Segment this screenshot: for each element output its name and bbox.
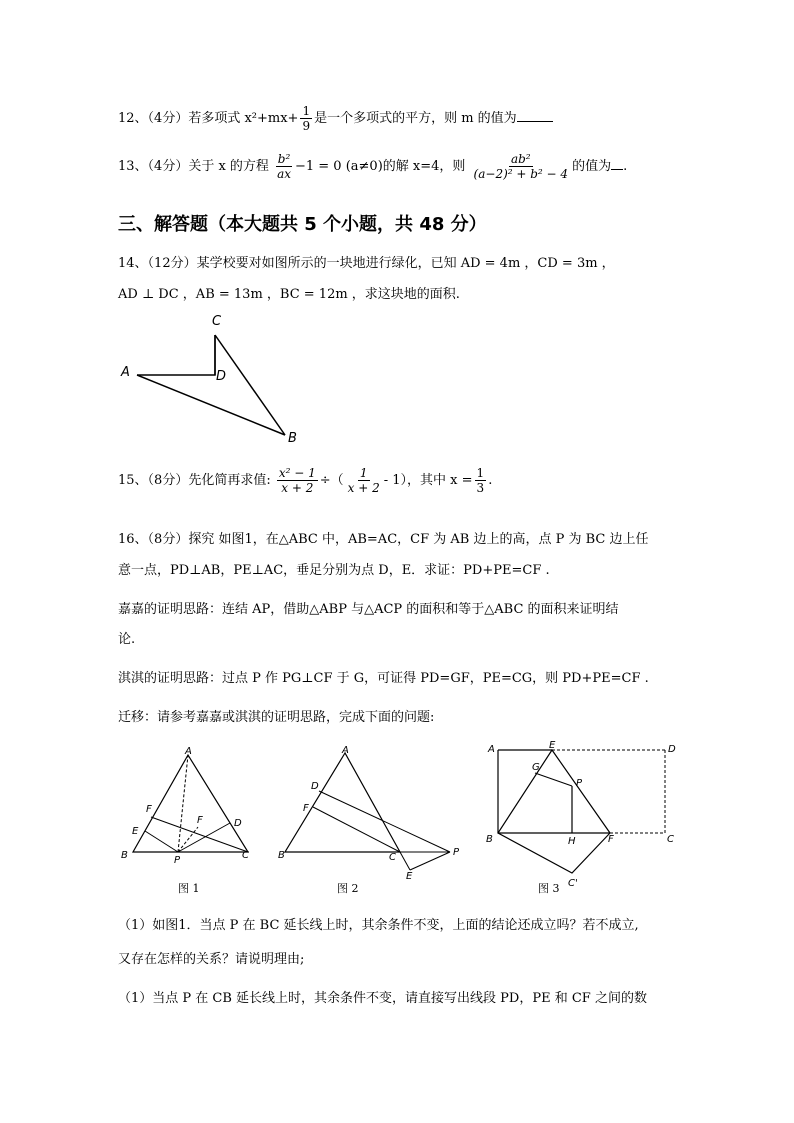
label-c: C [212, 314, 222, 329]
q16-line-3: 嘉嘉的证明思路：连结 AP，借助△ABP 与△ACP 的面积和等于△ABC 的面积来证明结 [118, 602, 619, 617]
answer-blank [517, 109, 553, 122]
svg-text:E: E [132, 826, 139, 837]
answer-blank [611, 157, 623, 170]
section-heading: 三、解答题（本大题共 5 个小题，共 48 分） [118, 214, 487, 235]
q15-fraction-2: $\frac{1}{x + 2}$ [347, 466, 380, 495]
q16-line-5: 淇淇的证明思路：过点 P 作 PG⊥CF 于 G，可证得 PD=GF，PE=CG，则 PD+PE=CF . [118, 671, 649, 686]
svg-text:G: G [532, 762, 540, 773]
svg-text:A: A [185, 746, 192, 757]
question-13: 13、（4分）关于 x 的方程 $\frac{\text{b²}}{ax}$ −1 = 0 (a≠0)的解 x=4，则 $\frac{\text{ab²}}{\text{(a−2)² + b² − 4}}$ 的值为 . [118, 152, 628, 181]
svg-text:C: C [242, 850, 249, 861]
q15-prefix: 15、（8分）先化简再求值: [118, 473, 271, 488]
svg-text:F: F [146, 804, 152, 815]
q16-sub1-line-1: （1）如图1．当点 P 在 BC 延长线上时，其余条件不变，上面的结论还成立吗？若不成立, [118, 918, 639, 933]
svg-text:B: B [121, 850, 128, 861]
figure-1-caption: 图 1 [178, 882, 200, 895]
q14-line-2: AD ⊥ DC ，AB = 13m ，BC = 12m ，求这块地的面积. [118, 287, 460, 302]
svg-text:B: B [278, 850, 285, 861]
q12-fraction: $\frac{1}{9}$ [302, 104, 311, 133]
svg-text:C: C [667, 834, 674, 845]
svg-text:A: A [488, 744, 495, 755]
svg-text:F: F [608, 834, 614, 845]
q16-sub2-line-1: （1）当点 P 在 CB 延长线上时，其余条件不变，请直接写出线段 PD，PE 和 CF 之间的数 [118, 991, 647, 1006]
svg-text:E: E [549, 740, 556, 751]
svg-text:B: B [486, 834, 493, 845]
q12-suffix: 是一个多项式的平方，则 m 的值为 [314, 111, 517, 126]
figure-3-caption: 图 3 [538, 882, 560, 895]
q16-sub1-line-2: 又存在怎样的关系？请说明理由; [118, 952, 305, 967]
q16-line-1: 16、（8分）探究 如图1，在△ABC 中，AB=AC，CF 为 AB 边上的高，点 P 为 BC 边上任 [118, 532, 649, 547]
svg-text:P: P [576, 778, 583, 789]
label-d: D [216, 369, 227, 384]
q14-figure [115, 305, 315, 450]
q13-equation-fraction: $\frac{\text{b²}}{ax}$ [277, 152, 291, 181]
svg-text:P: P [453, 847, 460, 858]
q13-expression-fraction: $\frac{\text{ab²}}{\text{(a−2)² + b² − 4}}$ [473, 152, 569, 181]
q15-fraction-3: $\frac{1}{3}$ [476, 466, 485, 495]
svg-text:C: C [389, 852, 396, 863]
svg-text:F: F [197, 815, 203, 826]
label-a: A [121, 365, 130, 380]
svg-text:C': C' [568, 878, 578, 889]
q15-mid: - 1），其中 x = [383, 473, 473, 488]
q16-line-6: 迁移：请参考嘉嘉或淇淇的证明思路，完成下面的问题: [118, 710, 435, 725]
figure-2-caption: 图 2 [337, 882, 359, 895]
q13-prefix: 13、（4分）关于 x 的方程 [118, 159, 269, 174]
q13-suffix: 的值为 [572, 159, 612, 174]
q14-line-1: 14、（12分）某学校要对如图所示的一块地进行绿化，已知 AD = 4m ，CD = 3m ， [118, 256, 615, 271]
q15-fraction-1: $\frac{\text{x² − 1}}{x + 2}$ [278, 466, 316, 495]
q16-line-4: 论. [118, 632, 136, 647]
svg-text:P: P [174, 855, 181, 866]
question-12 [118, 104, 553, 133]
figure-2 [275, 745, 475, 880]
q15-divide: ÷（ [319, 473, 344, 488]
svg-text:F: F [303, 803, 309, 814]
q13-eq-rest: −1 = 0 [294, 159, 342, 174]
svg-text:E: E [406, 871, 413, 882]
q12-prefix: 12、（4分）若多项式 x²+mx+ [118, 111, 299, 126]
svg-text:H: H [568, 836, 576, 847]
label-b: B [288, 431, 297, 446]
svg-text:A: A [342, 745, 349, 756]
svg-text:D: D [311, 781, 319, 792]
q16-line-2: 意一点，PD⊥AB，PE⊥AC，垂足分别为点 D，E．求证：PD+PE=CF . [118, 563, 550, 578]
q13-condition: (a≠0)的解 x=4，则 [345, 159, 466, 174]
figure-1 [118, 745, 268, 865]
svg-text:D: D [668, 744, 676, 755]
svg-text:D: D [234, 818, 242, 829]
question-15: 15、（8分）先化简再求值: $\frac{\text{x² − 1}}{x + 2}$ ÷（ $\frac{1}{x + 2}$ - 1），其中 x = $\frac{1}{3}$ . [118, 466, 493, 495]
